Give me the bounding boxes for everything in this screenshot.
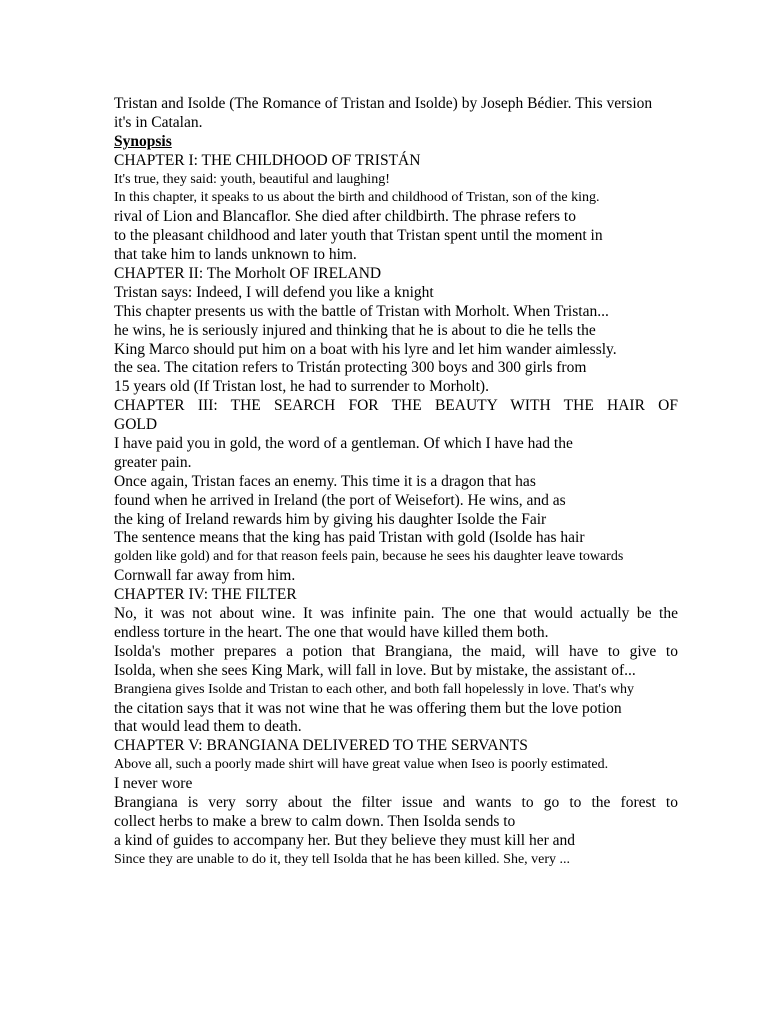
chapter-2-text-line: King Marco should put him on a boat with his lyre and let him wander aimlessly.: [114, 340, 617, 358]
chapter-1-text-line: that take him to lands unknown to him.: [114, 246, 357, 264]
chapter-4-quote: No, it was not about wine. It was infinite pain. The one that would actually be the: [114, 605, 678, 623]
chapter-5-text-line: collect herbs to make a brew to calm down. Then Isolda sends to: [114, 812, 516, 830]
chapter-2-text-line: 15 years old (If Tristan lost, he had to surrender to Morholt).: [114, 378, 489, 396]
chapter-3-text-line: the king of Ireland rewards him by giving his daughter Isolde the Fair: [114, 510, 547, 528]
chapter-4-text-line: the citation says that it was not wine that he was offering them but the love potion: [114, 699, 622, 717]
chapter-3-text-line: Cornwall far away from him.: [114, 567, 296, 585]
document-page: [114, 95, 678, 870]
chapter-5-text-line: Brangiana is very sorry about the filter issue and wants to go to the forest to: [114, 793, 678, 811]
intro-line-2: it's in Catalan.: [114, 113, 203, 131]
chapter-4-text-line: Isolda, when she sees King Mark, will fall in love. But by mistake, the assistant of...: [114, 661, 636, 679]
chapter-5-title: CHAPTER V: BRANGIANA DELIVERED TO THE SERVANTS: [114, 737, 528, 755]
chapter-4-quote-cont: endless torture in the heart. The one that would have killed them both.: [114, 623, 549, 641]
chapter-3-title-cont: GOLD: [114, 416, 158, 434]
chapter-2-text-line: This chapter presents us with the battle of Tristan with Morholt. When Tristan...: [114, 302, 609, 320]
chapter-5-quote: Above all, such a poorly made shirt will have great value when Iseo is poorly estimated.: [114, 757, 609, 773]
chapter-3-text-line: found when he arrived in Ireland (the port of Weisefort). He wins, and as: [114, 491, 566, 509]
chapter-2-quote: Tristan says: Indeed, I will defend you like a knight: [114, 283, 434, 301]
chapter-5-text-line: a kind of guides to accompany her. But they believe they must kill her and: [114, 831, 576, 849]
chapter-3-text-line: The sentence means that the king has paid Tristan with gold (Isolde has hair: [114, 529, 585, 547]
chapter-4-text-line: Brangiena gives Isolde and Tristan to each other, and both fall hopelessly in love. That's why: [114, 681, 634, 697]
intro-line-1: Tristan and Isolde (The Romance of Tristan and Isolde) by Joseph Bédier. This version: [114, 95, 653, 112]
chapter-3-text-line: Once again, Tristan faces an enemy. This time it is a dragon that has: [114, 472, 536, 490]
chapter-3-title: CHAPTER III: THE SEARCH FOR THE BEAUTY WITH THE HAIR OF: [114, 397, 678, 415]
chapter-5-quote-cont: I never wore: [114, 775, 193, 793]
chapter-3-text-line: golden like gold) and for that reason feels pain, because he sees his daughter leave towards: [114, 549, 624, 565]
chapter-3-quote: I have paid you in gold, the word of a gentleman. Of which I have had the: [114, 435, 573, 453]
chapter-1-text-line: rival of Lion and Blancaflor. She died after childbirth. The phrase refers to: [114, 208, 576, 226]
chapter-4-text-line: Isolda's mother prepares a potion that Brangiana, the maid, will have to give to: [114, 642, 678, 660]
chapter-5-text-line: Since they are unable to do it, they tell Isolda that he has been killed. She, very ...: [114, 851, 571, 867]
chapter-4-text-line: that would lead them to death.: [114, 718, 302, 736]
chapter-2-text-line: he wins, he is seriously injured and thinking that he is about to die he tells the: [114, 321, 596, 339]
synopsis-heading: Synopsis: [114, 132, 172, 150]
chapter-1-quote: It's true, they said: youth, beautiful and laughing!: [114, 171, 390, 187]
chapter-1-text-line: to the pleasant childhood and later youth that Tristan spent until the moment in: [114, 227, 603, 245]
chapter-1-text-line: In this chapter, it speaks to us about the birth and childhood of Tristan, son of the king.: [114, 190, 600, 206]
chapter-2-text-line: the sea. The citation refers to Tristán protecting 300 boys and 300 girls from: [114, 359, 587, 377]
chapter-2-title: CHAPTER II: The Morholt OF IRELAND: [114, 265, 382, 283]
chapter-3-quote-cont: greater pain.: [114, 453, 192, 471]
chapter-1-title: CHAPTER I: THE CHILDHOOD OF TRISTÁN: [114, 151, 421, 169]
chapter-4-title: CHAPTER IV: THE FILTER: [114, 586, 297, 604]
